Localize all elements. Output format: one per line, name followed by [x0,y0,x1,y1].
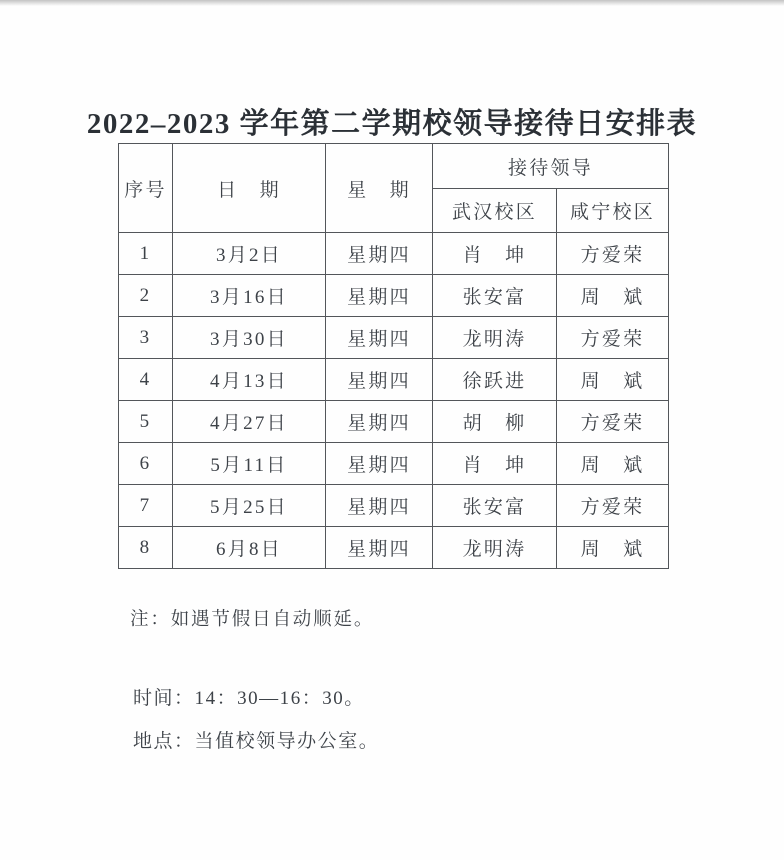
serial-cell: 1 [119,233,173,275]
xianning-leader-cell: 方爱荣 [557,233,669,275]
wuhan-leader-cell: 胡 柳 [433,401,557,443]
xianning-leader-cell: 周 斌 [557,443,669,485]
serial-cell: 2 [119,275,173,317]
reception-location-text: 地点：当值校领导办公室。 [133,731,380,752]
reception-time-text: 时间：14：30—16：30。 [133,688,365,709]
page-title: 2022–2023 学年第二学期校领导接待日安排表 [86,108,698,141]
weekday-cell: 星期四 [326,443,433,485]
wuhan-leader-cell: 张安富 [433,275,557,317]
date-cell: 5月25日 [173,485,326,527]
header-row-top [119,144,669,189]
xianning-leader-cell: 周 斌 [557,527,669,569]
table-row [119,443,669,485]
column-header-xianning-campus: 咸宁校区 [557,189,669,233]
wuhan-leader-cell: 龙明涛 [433,527,557,569]
date-cell: 3月2日 [173,233,326,275]
xianning-leader-cell: 方爱荣 [557,317,669,359]
schedule-table-body [119,233,669,569]
reception-schedule-table [118,143,669,569]
weekday-cell: 星期四 [326,233,433,275]
table-row [119,233,669,275]
scan-edge-shadow [0,0,784,6]
weekday-cell: 星期四 [326,401,433,443]
wuhan-leader-cell: 龙明涛 [433,317,557,359]
weekday-cell: 星期四 [326,527,433,569]
serial-cell: 5 [119,401,173,443]
xianning-leader-cell: 周 斌 [557,359,669,401]
serial-cell: 4 [119,359,173,401]
column-header-wuhan-campus: 武汉校区 [433,189,557,233]
column-header-serial: 序号 [119,144,173,233]
date-cell: 4月27日 [173,401,326,443]
table-row [119,527,669,569]
weekday-cell: 星期四 [326,485,433,527]
weekday-cell: 星期四 [326,275,433,317]
serial-cell: 3 [119,317,173,359]
column-header-leaders-group: 接待领导 [433,144,669,189]
table-header [119,144,669,233]
serial-cell: 8 [119,527,173,569]
date-cell: 3月30日 [173,317,326,359]
date-cell: 3月16日 [173,275,326,317]
wuhan-leader-cell: 徐跃进 [433,359,557,401]
table-row [119,275,669,317]
wuhan-leader-cell: 肖 坤 [433,233,557,275]
date-cell: 6月8日 [173,527,326,569]
weekday-cell: 星期四 [326,317,433,359]
table-row [119,485,669,527]
serial-cell: 6 [119,443,173,485]
wuhan-leader-cell: 张安富 [433,485,557,527]
column-header-date: 日 期 [173,144,326,233]
table-row [119,359,669,401]
weekday-cell: 星期四 [326,359,433,401]
column-header-weekday: 星 期 [326,144,433,233]
xianning-leader-cell: 周 斌 [557,275,669,317]
serial-cell: 7 [119,485,173,527]
holiday-note: 注：如遇节假日自动顺延。 [130,609,375,630]
wuhan-leader-cell: 肖 坤 [433,443,557,485]
xianning-leader-cell: 方爱荣 [557,401,669,443]
date-cell: 5月11日 [173,443,326,485]
table-row [119,401,669,443]
table-row [119,317,669,359]
date-cell: 4月13日 [173,359,326,401]
xianning-leader-cell: 方爱荣 [557,485,669,527]
